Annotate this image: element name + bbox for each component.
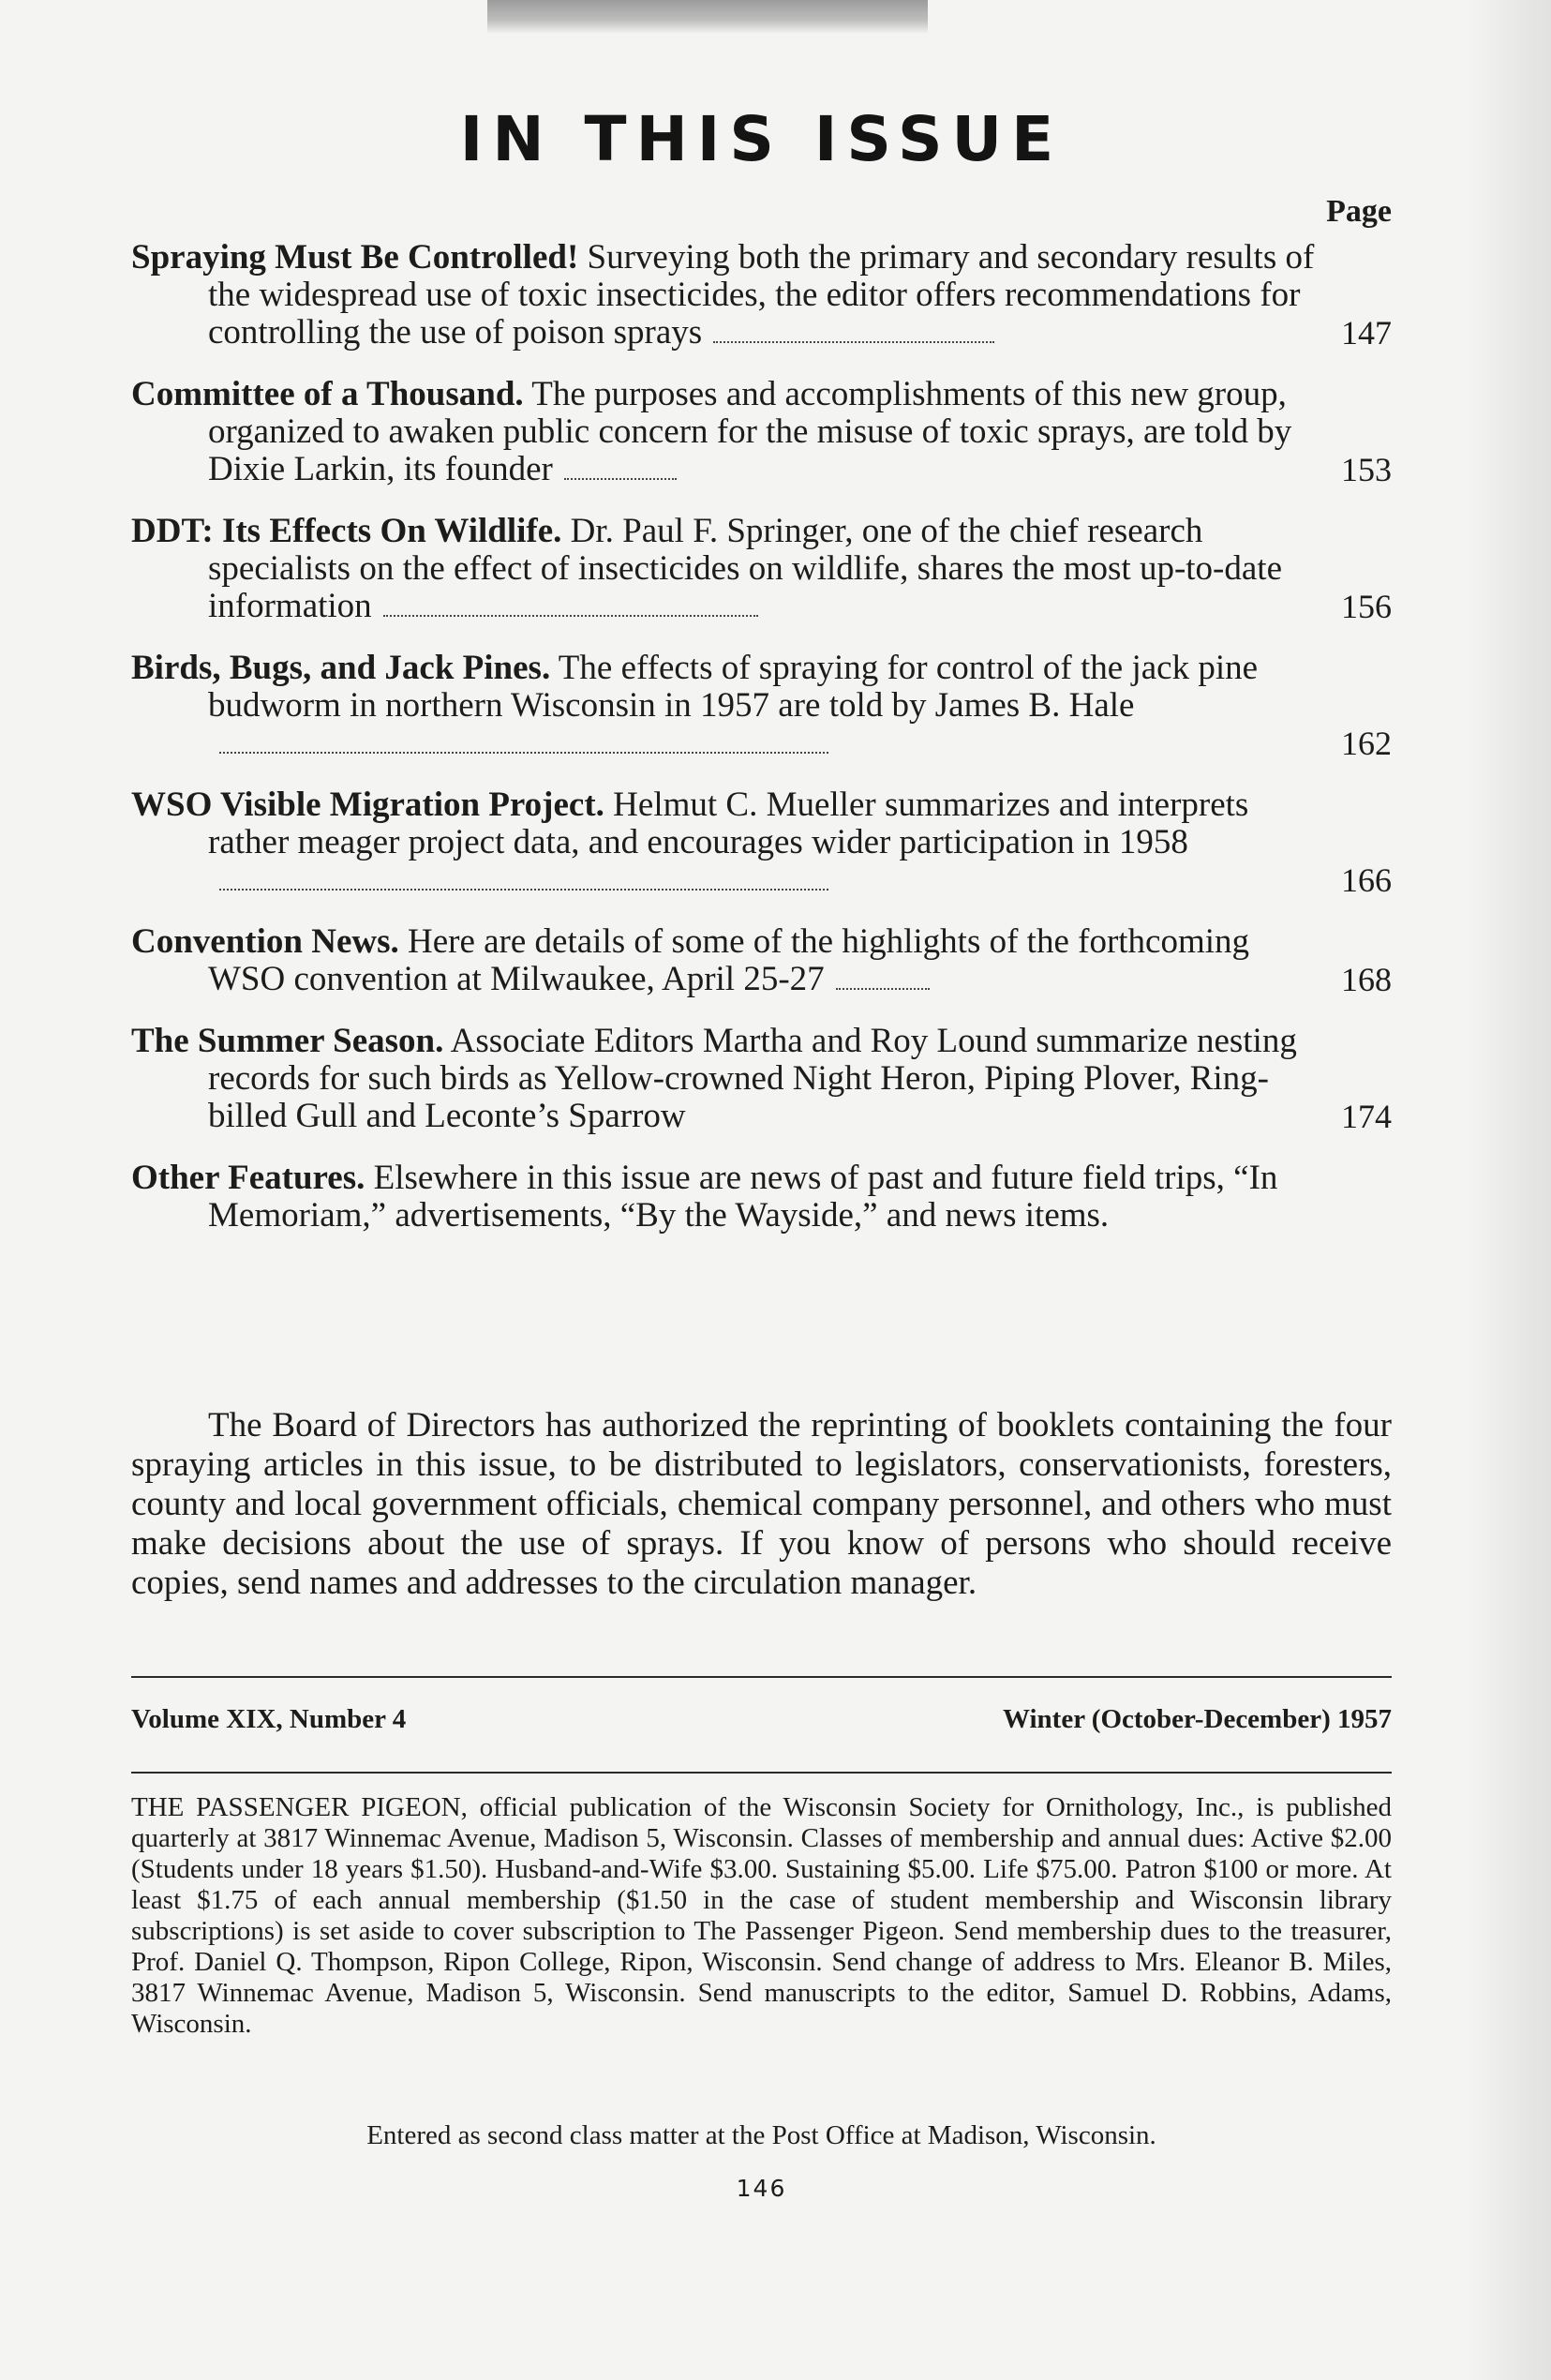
toc-entry-heading: Convention News. [131,922,399,961]
toc-entry-heading: The Summer Season. [131,1022,444,1060]
page-title: IN THIS ISSUE [459,103,1064,175]
toc-entry-description: Elsewhere in this issue are news of past and future field trips, “In Memoriam,” advertisements, “By the Wayside,” and news items. [208,1159,1278,1235]
toc-entry-description: The effects of spraying for control of the jack pine budworm in northern Wisconsin in 1957 are told by James B. Hale [208,649,1259,725]
toc-entry-text [131,1023,1316,1135]
page-column-header: Page [1326,194,1392,229]
toc-entry-page: 153 [1341,451,1392,488]
toc-entry-text [131,650,1316,762]
toc-entry-page: 147 [1341,314,1392,352]
toc-entry-page: 166 [1341,861,1392,899]
toc-entry-description: Dr. Paul F. Springer, one of the chief research specialists on the effect of insecticides on wildlife, shares the most up-to-date information [208,512,1282,625]
dot-leader [836,988,930,990]
toc-entry [131,376,1392,488]
toc-entry-heading: Committee of a Thousand. [131,375,524,413]
scan-smudge [487,0,928,34]
divider-bottom [131,1772,1392,1774]
page-number: 146 [736,2175,787,2202]
dot-leader [713,341,994,343]
table-of-contents [131,239,1392,1259]
page-edge-shadow [1467,0,1551,2380]
toc-entry-description: Here are details of some of the highlights of the forthcoming WSO convention at Milwaukee, April 25-27 [208,922,1250,998]
toc-entry-page: 174 [1341,1098,1392,1135]
toc-entry-heading: DDT: Its Effects On Wildlife. [131,512,562,550]
board-note: The Board of Directors has authorized the reprinting of booklets containing the four spraying articles in this issue, to be distributed to legislators, conservationists, foresters, county and local government officials, chemical company personnel, and others who must make decisions about the use of sprays. If you know of persons who should receive copies, send names and addresses to the circulation manager. [131,1406,1392,1602]
toc-entry-text [131,239,1316,352]
toc-entry-heading: WSO Visible Migration Project. [131,786,604,824]
toc-entry-text [131,1160,1316,1235]
dot-leader [219,752,828,754]
dot-leader [383,615,758,617]
toc-entry-text [131,923,1316,998]
dot-leader [564,478,677,480]
volume-number: Volume XIX, Number 4 [131,1704,407,1734]
toc-entry-description: Helmut C. Mueller summarizes and interprets rather meager project data, and encourages wider participation in 1958 [208,786,1249,861]
toc-entry-heading: Birds, Bugs, and Jack Pines. [131,649,551,687]
toc-entry [131,1160,1392,1235]
toc-entry-page: 156 [1341,588,1392,625]
toc-entry-description: Surveying both the primary and secondary results of the widespread use of toxic insecticides, the editor offers recommendations for controlling the use of poison sprays [208,238,1315,352]
toc-entry-text [131,786,1316,899]
toc-entry-page: 168 [1341,961,1392,998]
divider-top [131,1676,1392,1678]
toc-entry [131,513,1392,625]
dot-leader [219,889,828,891]
postal-entry-note: Entered as second class matter at the Post Office at Madison, Wisconsin. [366,2120,1156,2150]
toc-entry-text [131,513,1316,625]
toc-entry-page: 162 [1341,725,1392,762]
toc-entry [131,650,1392,762]
toc-entry [131,1023,1392,1135]
toc-entry-heading: Spraying Must Be Controlled! [131,238,579,277]
toc-entry [131,239,1392,352]
issue-date: Winter (October-December) 1957 [1003,1704,1392,1734]
publication-note: THE PASSENGER PIGEON, official publication of the Wisconsin Society for Ornithology, Inc., is published quarterly at 3817 Winnemac Avenue, Madison 5, Wisconsin. Classes of membership and annual dues: Active $2.00 (Students under 18 years $1.50). Husband-and-Wife $3.00. Sustaining $5.00. Life $75.00. Patron $100 or more. At least $1.75 of each annual membership ($1.50 in the case of student membership and Wisconsin library subscriptions) is set aside to cover subscription to The Passenger Pigeon. Send membership dues to the treasurer, Prof. Daniel Q. Thompson, Ripon College, Ripon, Wisconsin. Send change of address to Mrs. Eleanor B. Miles, 3817 Winnemac Avenue, Madison 5, Wisconsin. Send manuscripts to the editor, Samuel D. Robbins, Adams, Wisconsin. [131,1792,1392,2039]
toc-entry [131,923,1392,998]
toc-entry-heading: Other Features. [131,1159,365,1197]
toc-entry-text [131,376,1316,488]
toc-entry-description: Associate Editors Martha and Roy Lound summarize nesting records for such birds as Yellow-crowned Night Heron, Piping Plover, Ring-billed Gull and Leconte’s Sparrow [208,1022,1297,1135]
toc-entry [131,786,1392,899]
toc-entry-description: The purposes and accomplishments of this new group, organized to awaken public concern for the misuse of toxic sprays, are told by Dixie Larkin, its founder [208,375,1292,488]
